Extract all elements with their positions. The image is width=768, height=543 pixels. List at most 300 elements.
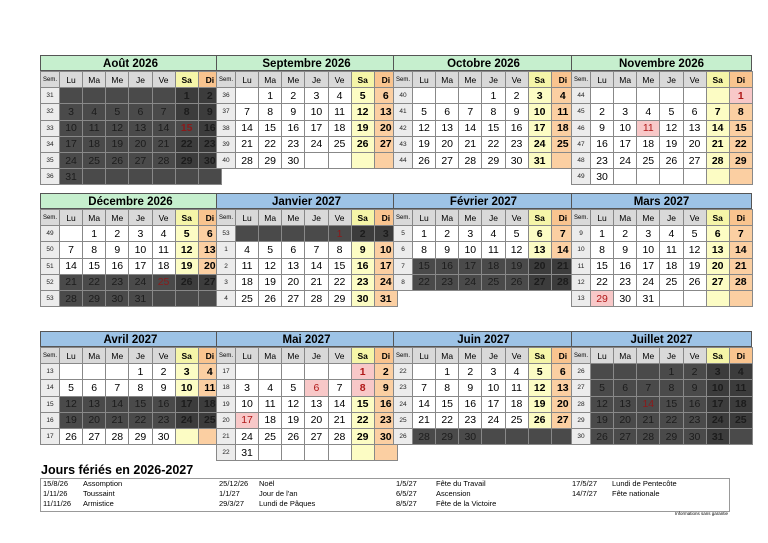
day-cell[interactable]: 18 [83,136,106,152]
day-cell[interactable]: 27 [282,290,305,306]
day-cell[interactable]: 9 [591,120,614,136]
day-cell[interactable]: 17 [459,258,482,274]
day-cell[interactable]: 9 [614,242,637,258]
day-cell[interactable]: 22 [413,274,436,290]
day-cell[interactable]: 10 [706,380,729,396]
day-cell[interactable]: 12 [259,258,282,274]
day-cell[interactable]: 6 [374,88,397,104]
day-cell[interactable]: 10 [459,242,482,258]
day-cell[interactable]: 27 [614,428,637,444]
day-cell[interactable]: 7 [328,380,351,396]
day-cell[interactable]: 23 [505,136,528,152]
day-cell[interactable]: 25 [729,412,752,428]
day-cell[interactable]: 14 [236,120,259,136]
day-cell[interactable]: 5 [351,88,374,104]
day-cell[interactable]: 29 [591,290,614,306]
day-cell[interactable]: 3 [305,88,328,104]
day-cell[interactable]: 9 [282,104,305,120]
day-cell[interactable]: 1 [436,364,459,380]
day-cell[interactable]: 2 [282,88,305,104]
day-cell[interactable]: 24 [60,152,83,168]
day-cell[interactable]: 28 [106,428,129,444]
day-cell[interactable]: 10 [129,242,152,258]
day-cell[interactable]: 26 [591,428,614,444]
day-cell[interactable]: 10 [374,242,397,258]
day-cell[interactable]: 15 [259,120,282,136]
day-cell[interactable]: 18 [505,396,528,412]
day-cell[interactable]: 21 [637,412,660,428]
day-cell[interactable]: 4 [259,380,282,396]
day-cell[interactable]: 25 [328,136,351,152]
day-cell[interactable]: 1 [482,88,505,104]
day-cell[interactable]: 21 [551,258,574,274]
day-cell[interactable]: 16 [614,258,637,274]
day-cell[interactable]: 6 [305,380,328,396]
day-cell[interactable]: 26 [60,428,83,444]
day-cell[interactable]: 31 [374,290,397,306]
day-cell[interactable]: 11 [328,104,351,120]
day-cell[interactable]: 16 [374,396,397,412]
day-cell[interactable]: 25 [152,274,175,290]
day-cell[interactable]: 2 [683,364,706,380]
day-cell[interactable]: 30 [614,290,637,306]
day-cell[interactable]: 8 [259,104,282,120]
day-cell[interactable]: 6 [706,226,729,242]
day-cell[interactable]: 20 [683,136,706,152]
day-cell[interactable]: 20 [198,258,221,274]
day-cell[interactable]: 12 [683,242,706,258]
day-cell[interactable]: 10 [614,120,637,136]
day-cell[interactable]: 2 [505,88,528,104]
day-cell[interactable]: 3 [175,364,198,380]
day-cell[interactable]: 23 [436,274,459,290]
day-cell[interactable]: 4 [505,364,528,380]
day-cell[interactable]: 31 [637,290,660,306]
day-cell[interactable]: 22 [729,136,752,152]
day-cell[interactable]: 16 [591,136,614,152]
day-cell[interactable]: 5 [528,364,551,380]
day-cell[interactable]: 17 [305,120,328,136]
day-cell[interactable]: 11 [637,120,660,136]
day-cell[interactable]: 27 [374,136,397,152]
day-cell[interactable]: 24 [459,274,482,290]
day-cell[interactable]: 3 [614,104,637,120]
day-cell[interactable]: 18 [637,136,660,152]
day-cell[interactable]: 25 [637,152,660,168]
day-cell[interactable]: 19 [591,412,614,428]
day-cell[interactable]: 26 [505,274,528,290]
day-cell[interactable]: 17 [706,396,729,412]
day-cell[interactable]: 18 [259,412,282,428]
day-cell[interactable]: 13 [436,120,459,136]
day-cell[interactable]: 24 [305,136,328,152]
day-cell[interactable]: 15 [351,396,374,412]
day-cell[interactable]: 8 [660,380,683,396]
day-cell[interactable]: 31 [528,152,551,168]
day-cell[interactable]: 11 [259,396,282,412]
day-cell[interactable]: 3 [706,364,729,380]
day-cell[interactable]: 11 [482,242,505,258]
day-cell[interactable]: 5 [60,380,83,396]
day-cell[interactable]: 27 [83,428,106,444]
day-cell[interactable]: 8 [436,380,459,396]
day-cell[interactable]: 12 [528,380,551,396]
day-cell[interactable]: 7 [459,104,482,120]
day-cell[interactable]: 11 [83,120,106,136]
day-cell[interactable]: 17 [614,136,637,152]
day-cell[interactable]: 30 [591,169,614,185]
day-cell[interactable]: 3 [528,88,551,104]
day-cell[interactable]: 13 [614,396,637,412]
day-cell[interactable]: 27 [528,274,551,290]
day-cell[interactable]: 14 [413,396,436,412]
day-cell[interactable]: 19 [106,136,129,152]
day-cell[interactable]: 31 [129,290,152,306]
day-cell[interactable]: 9 [198,104,221,120]
day-cell[interactable]: 13 [528,242,551,258]
day-cell[interactable]: 22 [83,274,106,290]
day-cell[interactable]: 4 [729,364,752,380]
day-cell[interactable]: 18 [152,258,175,274]
day-cell[interactable]: 30 [282,152,305,168]
day-cell[interactable]: 12 [351,104,374,120]
day-cell[interactable]: 20 [374,120,397,136]
day-cell[interactable]: 6 [83,380,106,396]
day-cell[interactable]: 8 [328,242,351,258]
day-cell[interactable]: 19 [60,412,83,428]
day-cell[interactable]: 11 [198,380,221,396]
day-cell[interactable]: 5 [175,226,198,242]
day-cell[interactable]: 30 [374,428,397,444]
day-cell[interactable]: 18 [551,120,574,136]
day-cell[interactable]: 28 [152,152,175,168]
day-cell[interactable]: 27 [706,274,729,290]
day-cell[interactable]: 20 [528,258,551,274]
day-cell[interactable]: 25 [660,274,683,290]
day-cell[interactable]: 10 [305,104,328,120]
day-cell[interactable]: 8 [129,380,152,396]
day-cell[interactable]: 23 [198,136,221,152]
day-cell[interactable]: 2 [614,226,637,242]
day-cell[interactable]: 25 [259,428,282,444]
day-cell[interactable]: 20 [436,136,459,152]
day-cell[interactable]: 19 [660,136,683,152]
day-cell[interactable]: 14 [328,396,351,412]
day-cell[interactable]: 24 [637,274,660,290]
day-cell[interactable]: 12 [106,120,129,136]
day-cell[interactable]: 13 [83,396,106,412]
day-cell[interactable]: 7 [106,380,129,396]
day-cell[interactable]: 23 [374,412,397,428]
day-cell[interactable]: 25 [505,412,528,428]
day-cell[interactable]: 21 [152,136,175,152]
day-cell[interactable]: 7 [413,380,436,396]
day-cell[interactable]: 8 [482,104,505,120]
day-cell[interactable]: 9 [374,380,397,396]
day-cell[interactable]: 2 [591,104,614,120]
day-cell[interactable]: 16 [436,258,459,274]
day-cell[interactable]: 19 [505,258,528,274]
day-cell[interactable]: 18 [198,396,221,412]
day-cell[interactable]: 12 [505,242,528,258]
day-cell[interactable]: 21 [236,136,259,152]
day-cell[interactable]: 28 [459,152,482,168]
day-cell[interactable]: 30 [106,290,129,306]
day-cell[interactable]: 25 [83,152,106,168]
day-cell[interactable]: 21 [106,412,129,428]
day-cell[interactable]: 22 [482,136,505,152]
day-cell[interactable]: 28 [551,274,574,290]
day-cell[interactable]: 28 [60,290,83,306]
day-cell[interactable]: 5 [660,104,683,120]
day-cell[interactable]: 4 [482,226,505,242]
day-cell[interactable]: 23 [152,412,175,428]
day-cell[interactable]: 20 [305,412,328,428]
day-cell[interactable]: 23 [683,412,706,428]
day-cell[interactable]: 20 [614,412,637,428]
day-cell[interactable]: 8 [351,380,374,396]
day-cell[interactable]: 9 [436,242,459,258]
day-cell[interactable]: 7 [305,242,328,258]
day-cell[interactable]: 6 [683,104,706,120]
day-cell[interactable]: 5 [259,242,282,258]
day-cell[interactable]: 7 [60,242,83,258]
day-cell[interactable]: 17 [374,258,397,274]
day-cell[interactable]: 31 [60,169,83,185]
day-cell[interactable]: 1 [660,364,683,380]
day-cell[interactable]: 2 [198,88,221,104]
day-cell[interactable]: 12 [660,120,683,136]
day-cell[interactable]: 14 [459,120,482,136]
day-cell[interactable]: 8 [729,104,752,120]
day-cell[interactable]: 17 [129,258,152,274]
day-cell[interactable]: 3 [60,104,83,120]
day-cell[interactable]: 13 [706,242,729,258]
day-cell[interactable]: 7 [551,226,574,242]
day-cell[interactable]: 12 [413,120,436,136]
day-cell[interactable]: 30 [351,290,374,306]
day-cell[interactable]: 11 [505,380,528,396]
day-cell[interactable]: 4 [236,242,259,258]
day-cell[interactable]: 22 [660,412,683,428]
day-cell[interactable]: 23 [614,274,637,290]
day-cell[interactable]: 12 [175,242,198,258]
day-cell[interactable]: 31 [706,428,729,444]
day-cell[interactable]: 5 [683,226,706,242]
day-cell[interactable]: 14 [106,396,129,412]
day-cell[interactable]: 7 [637,380,660,396]
day-cell[interactable]: 12 [60,396,83,412]
day-cell[interactable]: 24 [175,412,198,428]
day-cell[interactable]: 15 [129,396,152,412]
day-cell[interactable]: 11 [152,242,175,258]
day-cell[interactable]: 23 [351,274,374,290]
day-cell[interactable]: 10 [236,396,259,412]
day-cell[interactable]: 4 [637,104,660,120]
day-cell[interactable]: 10 [60,120,83,136]
day-cell[interactable]: 24 [236,428,259,444]
day-cell[interactable]: 1 [729,88,752,104]
day-cell[interactable]: 16 [505,120,528,136]
day-cell[interactable]: 26 [106,152,129,168]
day-cell[interactable]: 9 [152,380,175,396]
day-cell[interactable]: 15 [83,258,106,274]
day-cell[interactable]: 4 [660,226,683,242]
day-cell[interactable]: 18 [729,396,752,412]
day-cell[interactable]: 1 [83,226,106,242]
day-cell[interactable]: 15 [660,396,683,412]
day-cell[interactable]: 1 [129,364,152,380]
day-cell[interactable]: 17 [528,120,551,136]
day-cell[interactable]: 9 [459,380,482,396]
day-cell[interactable]: 1 [591,226,614,242]
day-cell[interactable]: 12 [282,396,305,412]
day-cell[interactable]: 10 [528,104,551,120]
day-cell[interactable]: 16 [152,396,175,412]
day-cell[interactable]: 21 [328,412,351,428]
day-cell[interactable]: 16 [282,120,305,136]
day-cell[interactable]: 9 [351,242,374,258]
day-cell[interactable]: 9 [106,242,129,258]
day-cell[interactable]: 23 [106,274,129,290]
day-cell[interactable]: 22 [175,136,198,152]
day-cell[interactable]: 21 [459,136,482,152]
day-cell[interactable]: 27 [436,152,459,168]
day-cell[interactable]: 19 [351,120,374,136]
day-cell[interactable]: 2 [106,226,129,242]
day-cell[interactable]: 22 [351,412,374,428]
day-cell[interactable]: 27 [198,274,221,290]
day-cell[interactable]: 26 [683,274,706,290]
day-cell[interactable]: 28 [328,428,351,444]
day-cell[interactable]: 27 [305,428,328,444]
day-cell[interactable]: 20 [706,258,729,274]
day-cell[interactable]: 5 [413,104,436,120]
day-cell[interactable]: 27 [683,152,706,168]
day-cell[interactable]: 2 [351,226,374,242]
day-cell[interactable]: 16 [459,396,482,412]
day-cell[interactable]: 26 [282,428,305,444]
day-cell[interactable]: 22 [328,274,351,290]
day-cell[interactable]: 22 [259,136,282,152]
day-cell[interactable]: 5 [106,104,129,120]
day-cell[interactable]: 20 [551,396,574,412]
day-cell[interactable]: 16 [683,396,706,412]
day-cell[interactable]: 8 [83,242,106,258]
day-cell[interactable]: 5 [591,380,614,396]
day-cell[interactable]: 14 [60,258,83,274]
day-cell[interactable]: 2 [152,364,175,380]
day-cell[interactable]: 28 [413,428,436,444]
day-cell[interactable]: 21 [729,258,752,274]
day-cell[interactable]: 16 [351,258,374,274]
day-cell[interactable]: 2 [436,226,459,242]
day-cell[interactable]: 6 [129,104,152,120]
day-cell[interactable]: 29 [259,152,282,168]
day-cell[interactable]: 18 [236,274,259,290]
day-cell[interactable]: 4 [83,104,106,120]
day-cell[interactable]: 29 [351,428,374,444]
day-cell[interactable]: 20 [83,412,106,428]
day-cell[interactable]: 28 [706,152,729,168]
day-cell[interactable]: 26 [528,412,551,428]
day-cell[interactable]: 3 [459,226,482,242]
day-cell[interactable]: 26 [413,152,436,168]
day-cell[interactable]: 12 [591,396,614,412]
day-cell[interactable]: 7 [706,104,729,120]
day-cell[interactable]: 9 [683,380,706,396]
day-cell[interactable]: 15 [436,396,459,412]
day-cell[interactable]: 29 [129,428,152,444]
day-cell[interactable]: 21 [60,274,83,290]
day-cell[interactable]: 15 [591,258,614,274]
day-cell[interactable]: 6 [551,364,574,380]
day-cell[interactable]: 30 [505,152,528,168]
day-cell[interactable]: 28 [729,274,752,290]
day-cell[interactable]: 28 [305,290,328,306]
day-cell[interactable]: 6 [436,104,459,120]
day-cell[interactable]: 19 [413,136,436,152]
day-cell[interactable]: 24 [614,152,637,168]
day-cell[interactable]: 4 [328,88,351,104]
day-cell[interactable]: 3 [129,226,152,242]
day-cell[interactable]: 15 [729,120,752,136]
day-cell[interactable]: 15 [482,120,505,136]
day-cell[interactable]: 6 [198,226,221,242]
day-cell[interactable]: 2 [374,364,397,380]
day-cell[interactable]: 20 [282,274,305,290]
day-cell[interactable]: 8 [413,242,436,258]
day-cell[interactable]: 25 [236,290,259,306]
day-cell[interactable]: 19 [175,258,198,274]
day-cell[interactable]: 1 [328,226,351,242]
day-cell[interactable]: 13 [129,120,152,136]
day-cell[interactable]: 3 [637,226,660,242]
day-cell[interactable]: 7 [236,104,259,120]
day-cell[interactable]: 22 [436,412,459,428]
day-cell[interactable]: 30 [459,428,482,444]
day-cell[interactable]: 19 [259,274,282,290]
day-cell[interactable]: 23 [459,412,482,428]
day-cell[interactable]: 29 [482,152,505,168]
day-cell[interactable]: 4 [551,88,574,104]
day-cell[interactable]: 23 [282,136,305,152]
day-cell[interactable]: 10 [175,380,198,396]
day-cell[interactable]: 7 [152,104,175,120]
day-cell[interactable]: 17 [236,412,259,428]
day-cell[interactable]: 11 [660,242,683,258]
day-cell[interactable]: 31 [236,445,259,461]
day-cell[interactable]: 28 [637,428,660,444]
day-cell[interactable]: 8 [591,242,614,258]
day-cell[interactable]: 3 [374,226,397,242]
day-cell[interactable]: 29 [328,290,351,306]
day-cell[interactable]: 14 [706,120,729,136]
day-cell[interactable]: 17 [482,396,505,412]
day-cell[interactable]: 15 [175,120,198,136]
day-cell[interactable]: 13 [198,242,221,258]
day-cell[interactable]: 16 [198,120,221,136]
day-cell[interactable]: 14 [637,396,660,412]
day-cell[interactable]: 11 [729,380,752,396]
day-cell[interactable]: 14 [729,242,752,258]
day-cell[interactable]: 6 [282,242,305,258]
day-cell[interactable]: 7 [729,226,752,242]
day-cell[interactable]: 24 [528,136,551,152]
day-cell[interactable]: 29 [83,290,106,306]
day-cell[interactable]: 25 [198,412,221,428]
day-cell[interactable]: 20 [129,136,152,152]
